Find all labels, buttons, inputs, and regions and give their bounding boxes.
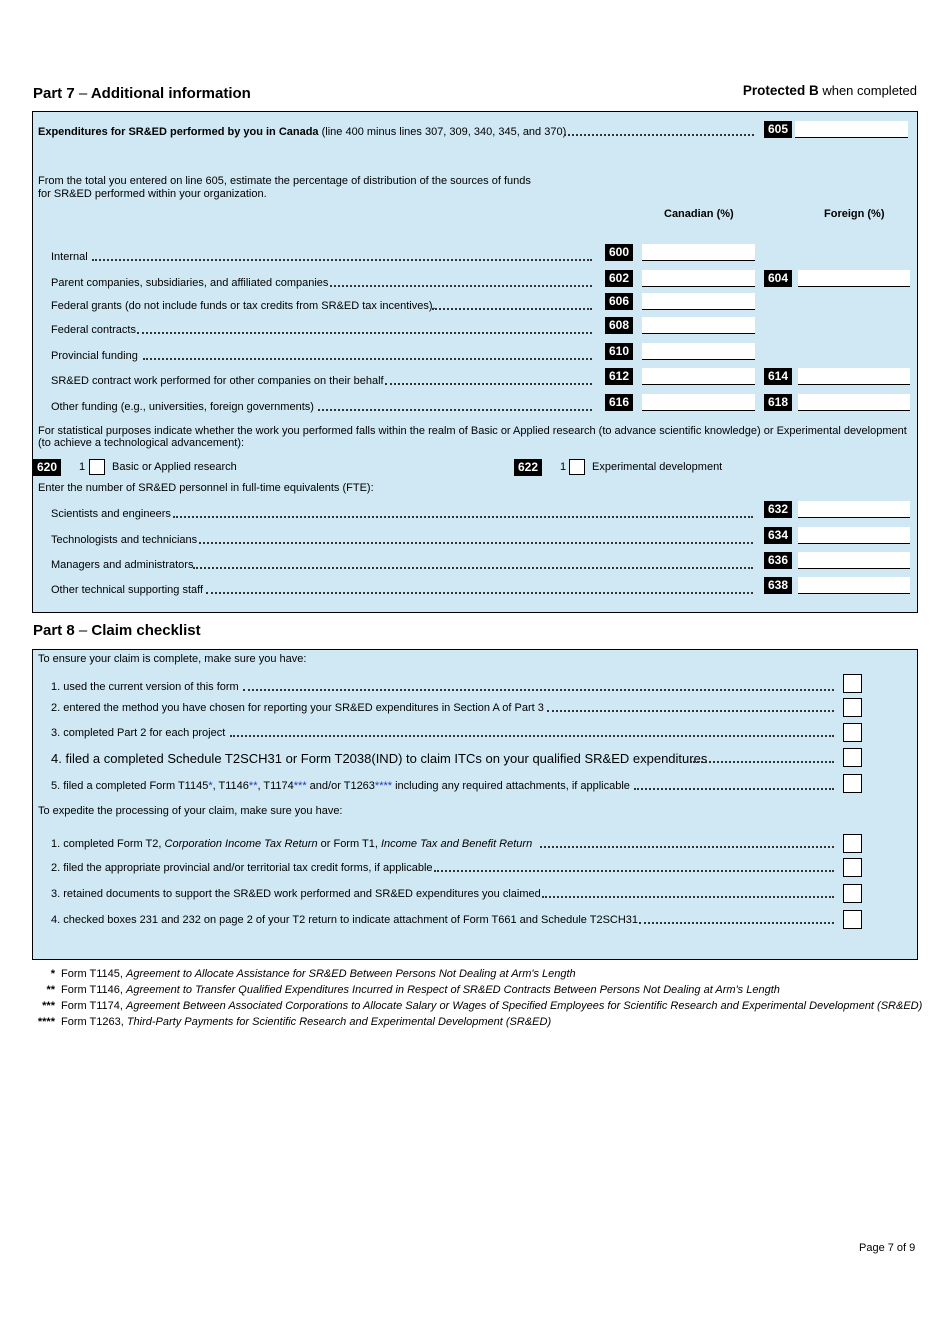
checklist-item: 1. used the current version of this form bbox=[51, 681, 239, 693]
fte-row-label: Other technical supporting staff bbox=[51, 584, 204, 596]
footnote: * Form T1145, Agreement to Allocate Assistance for SR&ED Between Persons Not Dealing at Arm's Length bbox=[50, 968, 576, 980]
code-600: 600 bbox=[605, 244, 633, 261]
line-605-label: Expenditures for SR&ED performed by you in Canada (line 400 minus lines 307, 309, 340, 345, and 370) bbox=[38, 126, 567, 138]
leader-dots bbox=[143, 350, 592, 360]
experimental-development-label: Experimental development bbox=[592, 461, 723, 473]
leader-dots bbox=[540, 838, 834, 848]
code-616: 616 bbox=[605, 394, 633, 411]
code-636: 636 bbox=[764, 552, 792, 569]
page-number: Page 7 of 9 bbox=[859, 1242, 916, 1254]
footnote: **** Form T1263, Third-Party Payments for Scientific Research and Experimental Development (SR&ED) bbox=[37, 1016, 552, 1028]
code-622: 622 bbox=[514, 459, 542, 476]
fte-intro: Enter the number of SR&ED personnel in full-time equivalents (FTE): bbox=[38, 482, 374, 494]
funding-row-label: Federal grants (do not include funds or tax credits from SR&ED tax incentives). bbox=[51, 300, 436, 312]
expedite-item-1: 1. completed Form T2, Corporation Income Tax Return or Form T1, Income Tax and Benefit Return bbox=[51, 838, 533, 850]
scientists-engineers-input[interactable] bbox=[798, 501, 910, 518]
technologists-technicians-input[interactable] bbox=[798, 527, 910, 544]
checklist-item: 2. entered the method you have chosen for reporting your SR&ED expenditures in Section A of Part 3 bbox=[51, 702, 544, 714]
checklist-checkbox[interactable] bbox=[843, 723, 862, 742]
leader-dots bbox=[564, 126, 754, 136]
leader-dots bbox=[206, 584, 753, 594]
checkbox-value: 1 bbox=[560, 461, 567, 473]
leader-dots bbox=[432, 300, 592, 310]
experimental-development-checkbox[interactable] bbox=[569, 459, 585, 475]
expedite-checkbox[interactable] bbox=[843, 884, 862, 903]
part8-title: Part 8 – Claim checklist bbox=[33, 622, 201, 639]
other-funding-canadian-input[interactable] bbox=[642, 394, 755, 411]
technical-staff-input[interactable] bbox=[798, 577, 910, 594]
code-608: 608 bbox=[605, 317, 633, 334]
checklist-item: 4. filed a completed Schedule T2SCH31 or Form T2038(IND) to claim ITCs on your qualified SR&ED expenditures bbox=[51, 751, 708, 766]
leader-dots bbox=[690, 753, 834, 763]
footnote: *** Form T1174, Agreement Between Associated Corporations to Allocate Salary or Wages of Specified Employees for Scientific Research and Experimental Development (SR&ED) bbox=[42, 1000, 923, 1012]
checklist-checkbox[interactable] bbox=[843, 674, 862, 693]
intro-line-2: for SR&ED performed within your organization. bbox=[38, 188, 267, 200]
intro-line-1: From the total you entered on line 605, estimate the percentage of distribution of the sources of funds bbox=[38, 175, 531, 187]
leader-dots bbox=[330, 277, 592, 287]
managers-administrators-input[interactable] bbox=[798, 552, 910, 569]
funding-row-label: Federal contracts bbox=[51, 324, 136, 336]
funding-row-label: Other funding (e.g., universities, foreign governments) bbox=[51, 401, 314, 413]
code-604: 604 bbox=[764, 270, 792, 287]
expedite-checkbox[interactable] bbox=[843, 858, 862, 877]
basic-research-checkbox[interactable] bbox=[89, 459, 105, 475]
funding-row-label: Provincial funding bbox=[51, 350, 138, 362]
protected-b-notice: Protected B when completed bbox=[742, 83, 917, 98]
leader-dots bbox=[230, 727, 834, 737]
expedite-checkbox[interactable] bbox=[843, 910, 862, 929]
checkbox-value: 1 bbox=[79, 461, 86, 473]
statistical-line-1: For statistical purposes indicate whether the work you performed falls within the realm of Basic or Applied research (to advance scientific knowledge) or Experimental development bbox=[38, 425, 907, 437]
checklist-checkbox[interactable] bbox=[843, 748, 862, 767]
leader-dots bbox=[137, 324, 592, 334]
code-605: 605 bbox=[764, 121, 792, 138]
expedite-checkbox[interactable] bbox=[843, 834, 862, 853]
leader-dots bbox=[318, 401, 592, 411]
code-632: 632 bbox=[764, 501, 792, 518]
basic-research-label: Basic or Applied research bbox=[112, 461, 237, 473]
internal-canadian-input[interactable] bbox=[642, 244, 755, 261]
leader-dots bbox=[173, 508, 753, 518]
checklist-intro-1: To ensure your claim is complete, make sure you have: bbox=[38, 653, 307, 665]
leader-dots bbox=[547, 702, 834, 712]
leader-dots bbox=[634, 780, 834, 790]
code-610: 610 bbox=[605, 343, 633, 360]
funding-row-label: Parent companies, subsidiaries, and affiliated companies bbox=[51, 277, 329, 289]
line-605-input[interactable] bbox=[795, 121, 908, 138]
other-funding-foreign-input[interactable] bbox=[798, 394, 910, 411]
funding-row-label: Internal bbox=[51, 251, 88, 263]
leader-dots bbox=[193, 559, 753, 569]
leader-dots bbox=[243, 681, 834, 691]
code-606: 606 bbox=[605, 293, 633, 310]
code-638: 638 bbox=[764, 577, 792, 594]
fte-row-label: Managers and administrators bbox=[51, 559, 194, 571]
foreign-column-header: Foreign (%) bbox=[824, 208, 885, 220]
code-620: 620 bbox=[33, 459, 61, 476]
federal-grants-canadian-input[interactable] bbox=[642, 293, 755, 310]
leader-dots bbox=[434, 862, 834, 872]
checklist-checkbox[interactable] bbox=[843, 774, 862, 793]
leader-dots bbox=[92, 251, 592, 261]
fte-row-label: Scientists and engineers bbox=[51, 508, 171, 520]
parent-companies-foreign-input[interactable] bbox=[798, 270, 910, 287]
code-614: 614 bbox=[764, 368, 792, 385]
code-602: 602 bbox=[605, 270, 633, 287]
canadian-column-header: Canadian (%) bbox=[664, 208, 734, 220]
funding-row-label: SR&ED contract work performed for other companies on their behalf bbox=[51, 375, 384, 387]
checklist-item-5: 5. filed a completed Form T1145*, T1146**, T1174*** and/or T1263**** including any required attachments, if applicable bbox=[51, 780, 630, 792]
code-618: 618 bbox=[764, 394, 792, 411]
expedite-item: 2. filed the appropriate provincial and/or territorial tax credit forms, if applicable bbox=[51, 862, 433, 874]
footnote: ** Form T1146, Agreement to Transfer Qualified Expenditures Incurred in Respect of SR&ED Contracts Between Persons Not Dealing at Arm's Length bbox=[46, 984, 780, 996]
expedite-item: 3. retained documents to support the SR&ED work performed and SR&ED expenditures you claimed bbox=[51, 888, 541, 900]
contract-work-canadian-input[interactable] bbox=[642, 368, 755, 385]
leader-dots bbox=[199, 534, 753, 544]
part7-title: Part 7 – Additional information bbox=[33, 85, 251, 102]
provincial-funding-canadian-input[interactable] bbox=[642, 343, 755, 360]
parent-companies-canadian-input[interactable] bbox=[642, 270, 755, 287]
fte-row-label: Technologists and technicians bbox=[51, 534, 198, 546]
federal-contracts-canadian-input[interactable] bbox=[642, 317, 755, 334]
code-612: 612 bbox=[605, 368, 633, 385]
checklist-checkbox[interactable] bbox=[843, 698, 862, 717]
checklist-intro-2: To expedite the processing of your claim, make sure you have: bbox=[38, 805, 343, 817]
leader-dots bbox=[385, 375, 592, 385]
contract-work-foreign-input[interactable] bbox=[798, 368, 910, 385]
statistical-line-2: (to achieve a technological advancement): bbox=[38, 437, 245, 449]
checklist-item: 3. completed Part 2 for each project bbox=[51, 727, 226, 739]
expedite-item: 4. checked boxes 231 and 232 on page 2 of your T2 return to indicate attachment of Form T661 and Schedule T2SCH31 bbox=[51, 914, 639, 926]
leader-dots bbox=[542, 888, 834, 898]
leader-dots bbox=[639, 914, 834, 924]
code-634: 634 bbox=[764, 527, 792, 544]
